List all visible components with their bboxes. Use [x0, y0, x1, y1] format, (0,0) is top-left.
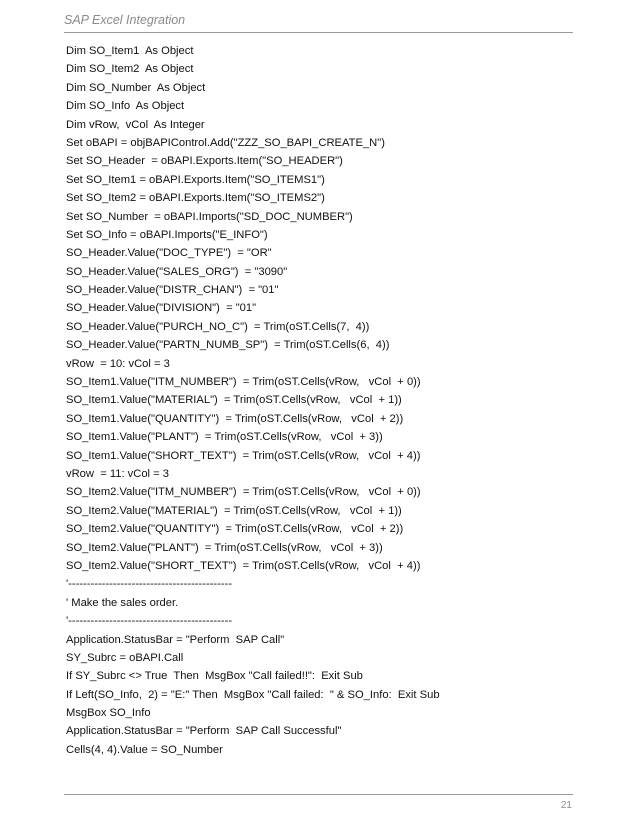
code-line: SY_Subrc = oBAPI.Call: [66, 651, 184, 664]
code-line: Set SO_Number = oBAPI.Imports("SD_DOC_NUMBER"): [66, 210, 353, 223]
code-line: SO_Header.Value("DISTR_CHAN") = "01": [66, 284, 279, 297]
code-line: SO_Header.Value("SALES_ORG") = "3090": [66, 265, 288, 278]
code-line: Dim SO_Info As Object: [66, 100, 185, 113]
code-line: Dim SO_Item1 As Object: [66, 45, 194, 57]
code-line: Dim SO_Item2 As Object: [66, 63, 194, 76]
code-line: SO_Header.Value("DIVISION") = "01": [66, 302, 257, 315]
code-line: SO_Item2.Value("QUANTITY") = Trim(oST.Cells(vRow, vCol + 2)): [66, 523, 404, 536]
code-line: Dim SO_Number As Object: [66, 81, 206, 94]
footer-divider: [64, 794, 573, 795]
code-line: Set oBAPI = objBAPIControl.Add("ZZZ_SO_BAPI_CREATE_N"): [66, 136, 385, 149]
code-line: vRow = 11: vCol = 3: [66, 467, 170, 480]
code-line: Dim vRow, vCol As Integer: [66, 118, 205, 131]
code-line: Set SO_Header = oBAPI.Exports.Item("SO_HEADER"): [66, 155, 343, 168]
code-line: SO_Header.Value("PARTN_NUMB_SP") = Trim(oST.Cells(6, 4)): [66, 339, 390, 352]
code-line: If SY_Subrc <> True Then MsgBox "Call failed!!": Exit Sub: [66, 670, 363, 683]
code-line: SO_Header.Value("DOC_TYPE") = "OR": [66, 247, 272, 260]
code-line: Set SO_Info = oBAPI.Imports("E_INFO"): [66, 228, 268, 241]
code-line: ' Make the sales order.: [66, 596, 179, 609]
code-listing: [66, 42, 571, 759]
code-line: If Left(SO_Info, 2) = "E:" Then MsgBox "Call failed: " & SO_Info: Exit Sub: [66, 688, 440, 701]
code-line: SO_Item2.Value("ITM_NUMBER") = Trim(oST.Cells(vRow, vCol + 0)): [66, 486, 421, 499]
running-header-title: SAP Excel Integration: [64, 13, 186, 27]
code-line: SO_Item2.Value("MATERIAL") = Trim(oST.Cells(vRow, vCol + 1)): [66, 504, 402, 517]
header-divider: [64, 32, 573, 33]
code-line: MsgBox SO_Info: [66, 707, 151, 720]
code-line: SO_Header.Value("PURCH_NO_C") = Trim(oST.Cells(7, 4)): [66, 320, 370, 333]
code-line: SO_Item1.Value("MATERIAL") = Trim(oST.Cells(vRow, vCol + 1)): [66, 394, 402, 407]
code-line: SO_Item1.Value("QUANTITY") = Trim(oST.Cells(vRow, vCol + 2)): [66, 412, 404, 425]
code-line: Cells(4, 4).Value = SO_Number: [66, 743, 223, 756]
page-number: 21: [560, 800, 572, 811]
code-line: SO_Item1.Value("PLANT") = Trim(oST.Cells(vRow, vCol + 3)): [66, 431, 383, 444]
code-line: Set SO_Item1 = oBAPI.Exports.Item("SO_ITEMS1"): [66, 173, 325, 186]
code-line: Set SO_Item2 = oBAPI.Exports.Item("SO_ITEMS2"): [66, 192, 325, 205]
code-line: SO_Item1.Value("ITM_NUMBER") = Trim(oST.Cells(vRow, vCol + 0)): [66, 376, 421, 389]
code-line: '--------------------------------------------: [66, 578, 233, 591]
code-line: '--------------------------------------------: [66, 615, 233, 628]
code-line: SO_Item2.Value("PLANT") = Trim(oST.Cells(vRow, vCol + 3)): [66, 541, 383, 554]
code-line: vRow = 10: vCol = 3: [66, 357, 170, 370]
code-line: Application.StatusBar = "Perform SAP Call": [66, 633, 285, 646]
code-line: Application.StatusBar = "Perform SAP Call Successful": [66, 725, 342, 738]
code-line: SO_Item1.Value("SHORT_TEXT") = Trim(oST.Cells(vRow, vCol + 4)): [66, 449, 421, 462]
code-line: SO_Item2.Value("SHORT_TEXT") = Trim(oST.Cells(vRow, vCol + 4)): [66, 559, 421, 572]
